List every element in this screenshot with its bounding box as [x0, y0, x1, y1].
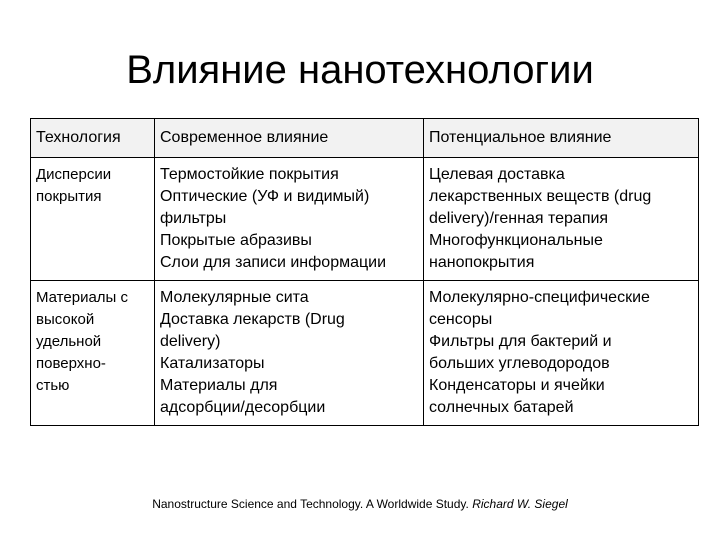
cell-line: покрытия [36, 188, 102, 205]
header-technology: Технология [31, 119, 155, 158]
cell-current-impact [155, 158, 424, 281]
cell-line: стью [36, 377, 70, 394]
cell-line: фильтры [160, 210, 227, 227]
cell-technology [31, 281, 155, 426]
cell-line: высокой [36, 311, 95, 328]
cell-line: Конденсаторы и ячейки [429, 377, 605, 394]
cell-line: удельной [36, 333, 102, 350]
cell-line: Доставка лекарств (Drug [160, 311, 345, 328]
cell-line: Слои для записи информации [160, 254, 387, 271]
cell-line: солнечных батарей [429, 399, 574, 416]
cell-line: больших углеводородов [429, 355, 610, 372]
cell-line: delivery) [160, 333, 221, 350]
cell-potential-impact [424, 281, 699, 426]
slide-title: Влияние нанотехнологии [126, 48, 594, 92]
cell-line: Целевая доставка [429, 166, 565, 183]
cell-line: адсорбции/десорбции [160, 399, 326, 416]
cell-line: Материалы для [160, 377, 278, 394]
cell-line: нанопокрытия [429, 254, 535, 271]
cell-current-impact [155, 281, 424, 426]
cell-line: Термостойкие покрытия [160, 166, 339, 183]
cell-line: Многофункциональные [429, 232, 603, 249]
cell-line: Фильтры для бактерий и [429, 333, 612, 350]
cell-potential-impact [424, 158, 699, 281]
source-citation [0, 496, 720, 512]
cell-line: Катализаторы [160, 355, 265, 372]
header-potential-impact: Потенциальное влияние [424, 119, 699, 158]
cell-line: delivery)/генная терапия [429, 210, 609, 227]
table-row [31, 158, 699, 281]
cell-line: Молекулярно-специфические [429, 289, 650, 306]
impact-table [30, 118, 699, 426]
cell-line: Молекулярные сита [160, 289, 309, 306]
citation-text: Nanostructure Science and Technology. A Worldwide Study. [152, 497, 469, 511]
cell-line: лекарственных веществ (drug [429, 188, 652, 205]
table-row [31, 281, 699, 426]
header-current-impact: Современное влияние [155, 119, 424, 158]
table-header-row [31, 119, 699, 158]
cell-line: Материалы с [36, 289, 128, 306]
citation-author: Richard W. Siegel [472, 497, 568, 511]
cell-line: Покрытые абразивы [160, 232, 312, 249]
cell-line: сенсоры [429, 311, 493, 328]
cell-technology [31, 158, 155, 281]
cell-line: Оптические (УФ и видимый) [160, 188, 370, 205]
cell-line: Дисперсии [36, 166, 112, 183]
cell-line: поверхно- [36, 355, 106, 372]
